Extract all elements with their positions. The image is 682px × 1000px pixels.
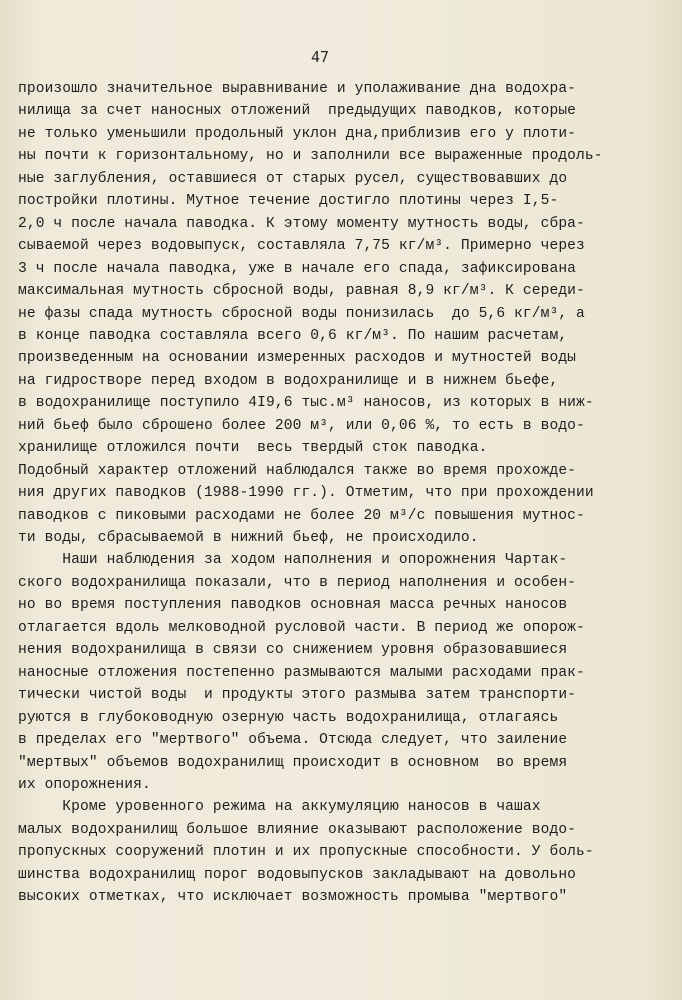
text-line: 3 ч после начала паводка, уже в начале его спада, зафиксирована: [18, 260, 577, 277]
text-line: но во время поступления паводков основная масса речных наносов: [18, 597, 568, 614]
text-line: малых водохранилищ большое влияние оказывают расположение водо-: [18, 821, 577, 838]
text-line: шинства водохранилищ порог водовыпусков закладывают на довольно: [18, 866, 577, 883]
text-line: произошло значительное выравнивание и уполаживание дна водохра-: [18, 81, 577, 97]
text-line: ны почти к горизонтальному, но и заполнили все выраженные продоль-: [18, 148, 603, 165]
text-line: Подобный характер отложений наблюдался также во время прохожде-: [18, 462, 577, 479]
page-number: 47: [310, 48, 330, 66]
text-line: нения водохранилища в связи со снижением уровня образовавшиеся: [18, 642, 568, 659]
text-line: их опорожнения.: [18, 776, 151, 793]
text-line: ния других паводков (1988-1990 гг.). Отметим, что при прохождении: [18, 485, 594, 502]
text-line: постройки плотины. Мутное течение достигло плотины через I,5-: [18, 193, 559, 210]
text-line: ского водохранилища показали, что в период наполнения и особен-: [18, 574, 577, 591]
text-line: в пределах его "мертвого" объема. Отсюда следует, что заиление: [18, 732, 568, 749]
text-line: наносные отложения постепенно размываются малыми расходами прак-: [18, 664, 585, 681]
text-line: не только уменьшили продольный уклон дна,приблизив его у плоти-: [18, 125, 577, 142]
text-line: пропускных сооружений плотин и их пропускные способности. У боль-: [18, 844, 594, 861]
text-line: в водохранилище поступило 4I9,6 тыс.м³ наносов, из которых в ниж-: [18, 395, 594, 412]
text-line: "мертвых" объемов водохранилищ происходит в основном во время: [18, 754, 568, 771]
text-line: 2,0 ч после начала паводка. К этому моменту мутность воды, сбра-: [18, 215, 585, 232]
text-line: отлагается вдоль мелководной русловой части. В период же опорож-: [18, 619, 585, 636]
text-line: паводков с пиковыми расходами не более 20 м³/с повышения мутнос-: [18, 507, 585, 524]
text-line: тически чистой воды и продукты этого размыва затем транспорти-: [18, 687, 577, 704]
text-line: ти воды, сбрасываемой в нижний бьеф, не происходило.: [18, 530, 479, 546]
text-line: Кроме уровенного режима на аккумуляцию наносов в чашах: [18, 799, 541, 816]
text-line: не фазы спада мутность сбросной воды понизилась до 5,6 кг/м³, а: [18, 305, 585, 322]
text-line: хранилище отложился почти весь твердый сток паводка.: [18, 440, 488, 457]
text-line: максимальная мутность сбросной воды, равная 8,9 кг/м³. К середи-: [18, 283, 585, 300]
text-line: ний бьеф было сброшено более 200 м³, или 0,06 %, то есть в водо-: [18, 417, 585, 434]
text-line: произведенным на основании измеренных расходов и мутностей воды: [18, 350, 577, 367]
text-line: Наши наблюдения за ходом наполнения и опорожнения Чартак-: [18, 552, 568, 569]
text-line: в конце паводка составляла всего 0,6 кг/м³. По нашим расчетам,: [18, 327, 568, 344]
text-line: высоких отметках, что исключает возможность промыва "мертвого": [18, 889, 568, 906]
text-line: сываемой через водовыпуск, составляла 7,75 кг/м³. Примерно через: [18, 238, 585, 255]
text-line: на гидростворе перед входом в водохранилище и в нижнем бьефе,: [18, 372, 559, 389]
text-line: ные заглубления, оставшиеся от старых русел, существовавших до: [18, 170, 568, 187]
text-line: руются в глубоководную озерную часть водохранилища, отлагаясь: [18, 709, 559, 726]
text-line: нилища за счет наносных отложений предыдущих паводков, которые: [18, 103, 577, 120]
